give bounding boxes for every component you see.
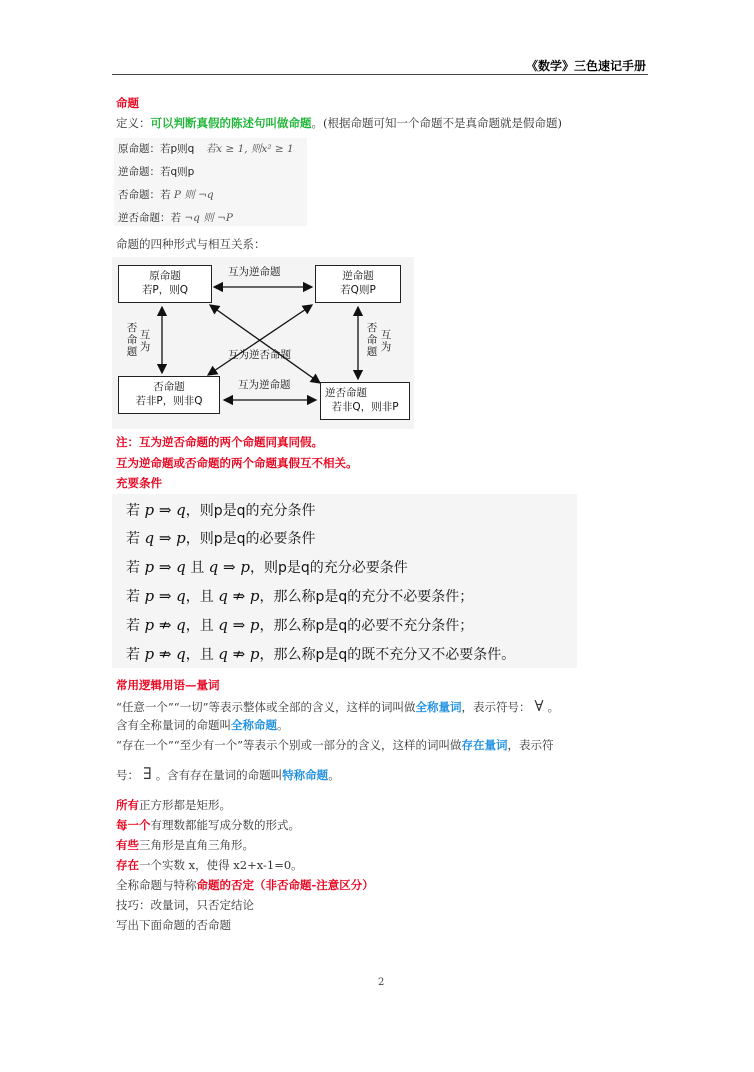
p3-highlight: 存在量词	[461, 738, 508, 752]
relation-intro: 命题的四种形式与相互关系：	[116, 237, 266, 251]
section-heading-proposition: 命题	[116, 96, 139, 110]
condition-line-3	[126, 557, 408, 577]
c3-if: 若	[126, 560, 140, 576]
note-2: 互为逆命题或否命题的两个命题真假互不相关。	[116, 456, 358, 470]
p4-text2: 。含有存在量词的命题叫	[155, 768, 283, 782]
box-inverse-form: 若非P，则非Q	[135, 395, 203, 407]
c1-text: ，则p是q的充分条件	[185, 503, 316, 519]
c5-math2: q ⇒ p	[218, 616, 260, 634]
definition-line	[116, 115, 562, 131]
header-rule	[112, 74, 648, 75]
form-converse: 逆命题：若q则p	[118, 166, 195, 178]
p3-text: “存在一个”“至少有一个”等表示个别或一部分的含义，这样的词叫做	[116, 738, 462, 752]
condition-line-4	[126, 586, 473, 606]
c6-text: ，那么称p是q的既不充分又不必要条件。	[259, 647, 516, 663]
p2-end: 。	[277, 718, 289, 732]
condition-line-6	[126, 644, 515, 664]
p2-highlight: 全称命题	[231, 718, 277, 732]
c2-if: 若	[126, 531, 140, 547]
form-contrapositive-math: ¬q 则 ¬P	[184, 212, 233, 224]
p4-highlight: 特称命题	[282, 768, 329, 782]
label-bottom-converse: 互为逆命题	[238, 379, 291, 391]
box-inverse-title: 否命题	[153, 381, 185, 393]
ex3-highlight: 有些	[116, 838, 139, 852]
ex4-highlight: 存在	[116, 858, 139, 872]
label-right-col2: 互为	[380, 329, 392, 353]
c4-text: ，那么称p是q的充分不必要条件；	[259, 589, 474, 605]
ex3-text: 三角形是直角三角形。	[139, 838, 254, 852]
box-contrapositive-proposition	[320, 382, 410, 420]
negation-line	[116, 877, 374, 893]
box-original-form: 若P，则Q	[141, 284, 189, 296]
box-converse-title: 逆命题	[342, 270, 374, 282]
task-line: 写出下面命题的否命题	[116, 918, 231, 932]
c3-and: 且	[190, 560, 205, 576]
form-inverse-math: P 则 ¬q	[173, 189, 214, 201]
box-original-proposition	[118, 265, 212, 303]
definition-rest: 。(根据命题可知一个命题不是真命题就是假命题)	[311, 116, 562, 130]
form-contrapositive	[118, 210, 233, 225]
c2-text: ，则p是q的必要条件	[185, 531, 316, 547]
universal-quantifier-line	[116, 697, 559, 715]
example-1	[116, 797, 231, 813]
universal-proposition-line	[116, 717, 289, 733]
example-2	[116, 817, 300, 833]
form-inverse	[118, 187, 214, 202]
condition-line-5	[126, 615, 473, 635]
c6-math: p ⇏ q	[144, 645, 186, 663]
c4-math2: q ⇏ p	[218, 587, 260, 605]
box-converse-form: 若Q则P	[340, 284, 376, 296]
conditions-box	[112, 494, 577, 668]
label-right-col1: 否命题	[366, 322, 378, 358]
c4-if: 若	[126, 589, 140, 605]
tip-line: 技巧：改量词，只否定结论	[116, 898, 254, 912]
ex2-text: 有理数都能写成分数的形式。	[150, 818, 300, 832]
box-contra-form: 若非Q，则非P	[331, 401, 399, 413]
p4-end: 。	[328, 768, 340, 782]
label-left-col1: 否命题	[126, 322, 138, 358]
p2-text: 含有全称量词的命题叫	[116, 718, 231, 732]
forall-symbol: ∀	[534, 697, 544, 715]
ex1-highlight: 所有	[116, 798, 139, 812]
example-4	[116, 857, 303, 873]
form-original-text: 原命题：若p则q	[118, 143, 195, 155]
box-inverse-proposition	[118, 376, 220, 414]
box-original-title: 原命题	[149, 270, 181, 282]
box-converse-proposition	[315, 265, 401, 303]
condition-line-2	[126, 528, 316, 548]
header-title: 《数学》三色速记手册	[525, 59, 646, 73]
label-top-converse: 互为逆命题	[228, 266, 281, 278]
c5-and: ，且	[185, 618, 214, 634]
ex2-highlight: 每一个	[116, 818, 151, 832]
p4-text: 号：	[116, 768, 139, 782]
p1-end: 。	[547, 700, 560, 714]
neg-text: 全称命题与特称	[116, 878, 197, 892]
form-inverse-text: 否命题：若	[118, 189, 171, 201]
existential-quantifier-line	[116, 737, 554, 753]
example-3	[116, 837, 254, 853]
definition-prefix: 定义：	[116, 116, 151, 130]
c4-math: p ⇒ q	[144, 587, 186, 605]
definition-highlight: 可以判断真假的陈述句叫做命题	[150, 116, 312, 130]
c5-math: p ⇏ q	[144, 616, 186, 634]
four-forms-diagram	[112, 257, 414, 429]
c2-math: q ⇒ p	[144, 529, 186, 547]
form-original-example: 若x ≥ 1, 则x² ≥ 1	[205, 143, 294, 155]
neg-highlight: 命题的否定（非否命题-注意区分）	[196, 878, 374, 892]
p1-text: “任意一个”“一切”等表示整体或全部的含义，这样的词叫做	[116, 700, 416, 714]
condition-line-1	[126, 500, 316, 520]
c3-math2: q ⇒ p	[208, 558, 250, 576]
c6-if: 若	[126, 647, 140, 663]
existential-proposition-line	[116, 764, 340, 783]
label-center-contrapositive: 互为逆否命题	[228, 349, 291, 361]
note-1: 注：互为逆否命题的两个命题同真同假。	[116, 435, 323, 449]
form-contrapositive-text: 逆否命题：若	[118, 212, 181, 224]
c6-math2: q ⇏ p	[218, 645, 260, 663]
page-number: 2	[378, 977, 385, 988]
form-original	[118, 141, 294, 156]
c3-math: p ⇒ q	[144, 558, 186, 576]
c1-math: p ⇒ q	[144, 501, 186, 519]
section-heading-conditions: 充要条件	[116, 476, 162, 490]
ex1-text: 正方形都是矩形。	[139, 798, 231, 812]
p1-text2: ，表示符号：	[461, 700, 531, 714]
box-contra-title: 逆否命题	[325, 387, 367, 399]
ex4-text: 一个实数 x，使得 x2+x-1=0。	[139, 858, 303, 872]
c5-text: ，那么称p是q的必要不充分条件；	[259, 618, 474, 634]
section-heading-quantifiers: 常用逻辑用语—量词	[116, 678, 220, 692]
c1-if: 若	[126, 503, 140, 519]
c3-text: ，则p是q的充分必要条件	[249, 560, 408, 576]
c5-if: 若	[126, 618, 140, 634]
exists-symbol: ∃	[143, 764, 152, 783]
c6-and: ，且	[185, 647, 214, 663]
c4-and: ，且	[185, 589, 214, 605]
p1-highlight: 全称量词	[415, 700, 462, 714]
p3-text2: ，表示符	[507, 738, 554, 752]
label-left-col2: 互为	[139, 329, 151, 353]
